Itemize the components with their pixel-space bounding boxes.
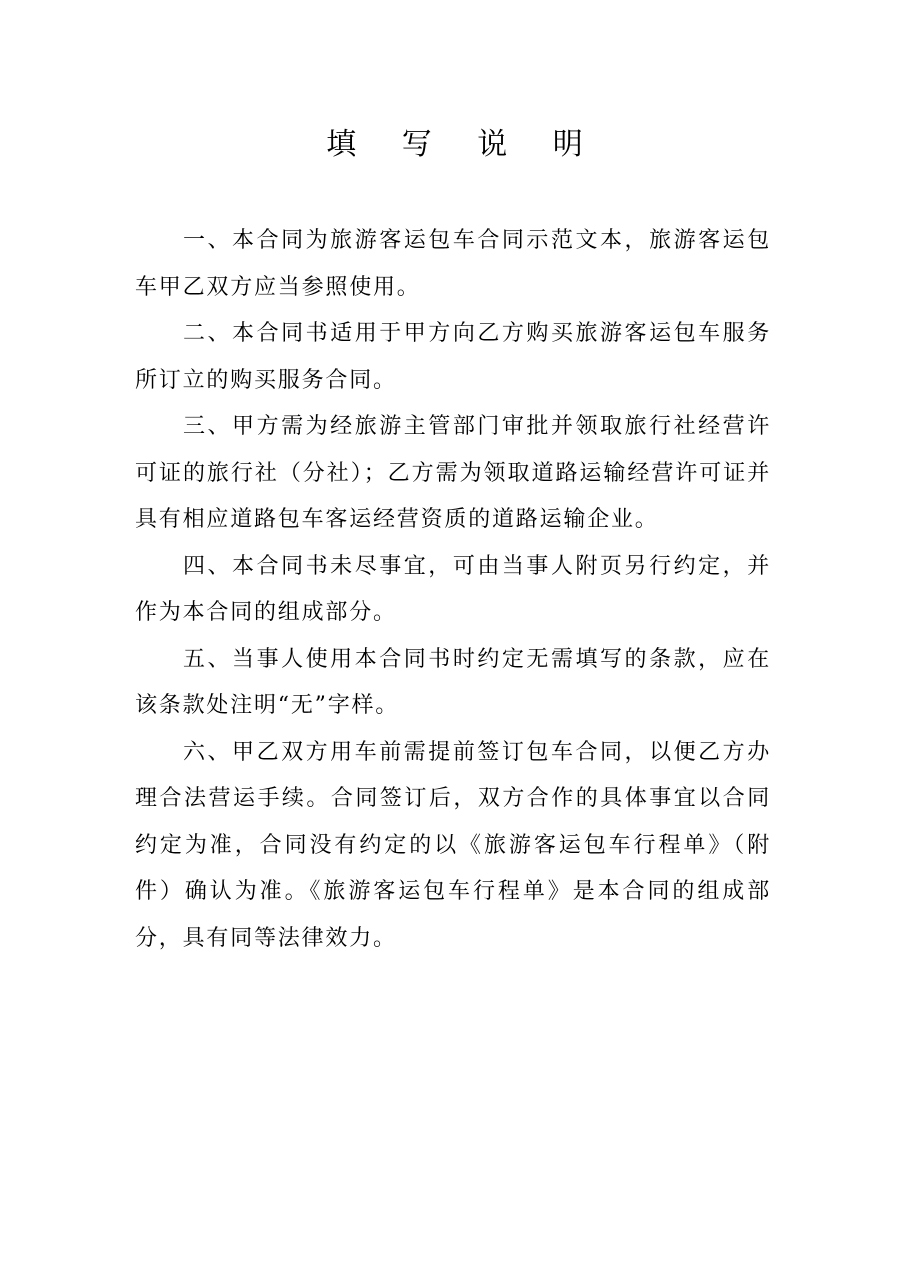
instruction-paragraph-1: 一、本合同为旅游客运包车合同示范文本，旅游客运包车甲乙双方应当参照使用。 — [135, 228, 771, 300]
page-title: 填 写 说 明 — [326, 127, 601, 162]
instruction-paragraph-2: 二、本合同书适用于甲方向乙方购买旅游客运包车服务所订立的购买服务合同。 — [135, 321, 771, 393]
instruction-paragraph-6: 六、甲乙双方用车前需提前签订包车合同，以便乙方办理合法营运手续。合同签订后，双方合作的具体事宜以合同约定为准，合同没有约定的以《旅游客运包车行程单》（附件）确认为准。《旅游客运包车行程单》是本合同的组成部分，具有同等法律效力。 — [135, 739, 771, 951]
instruction-paragraph-5: 五、当事人使用本合同书时约定无需填写的条款，应在该条款处注明“无”字样。 — [135, 646, 771, 718]
instructions-body — [135, 218, 771, 962]
instruction-paragraph-3: 三、甲方需为经旅游主管部门审批并领取旅行社经营许可证的旅行社（分社）；乙方需为领取道路运输经营许可证并具有相应道路包车客运经营资质的道路运输企业。 — [135, 414, 771, 532]
instruction-paragraph-4: 四、本合同书未尽事宜，可由当事人附页另行约定，并作为本合同的组成部分。 — [135, 553, 771, 625]
